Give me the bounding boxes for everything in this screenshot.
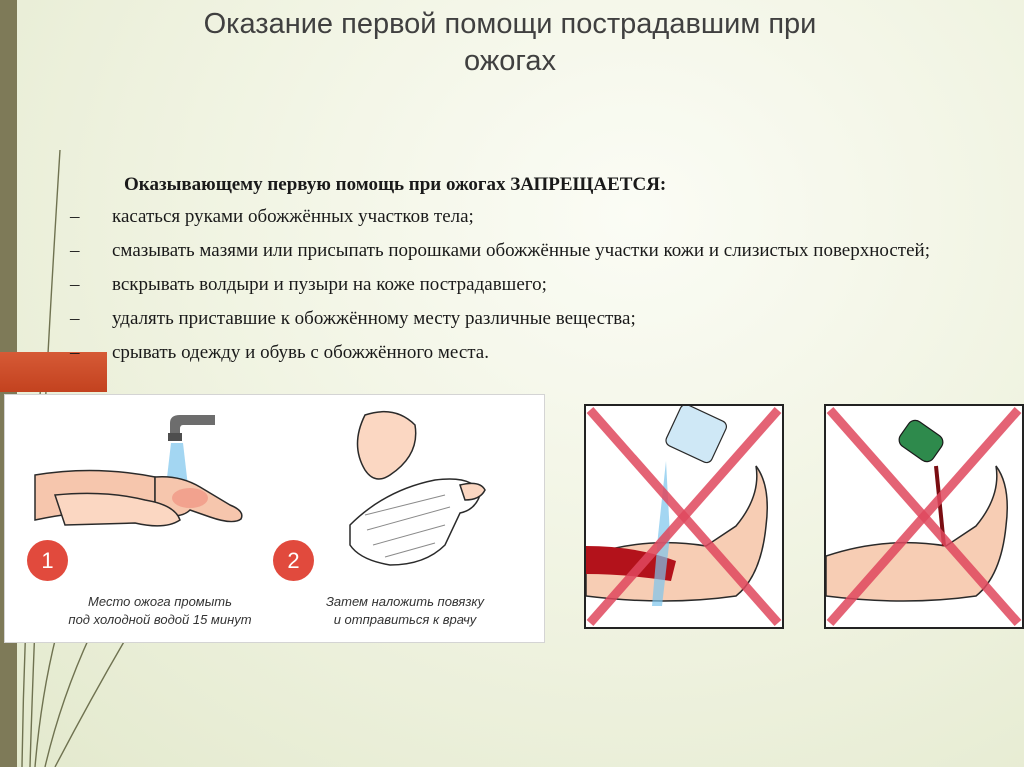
list-item xyxy=(70,237,1005,265)
list-item-text: удалять приставшие к обожжённому месту различные вещества; xyxy=(112,308,636,329)
list-item-text: вскрывать волдыри и пузыри на коже пострадавшего; xyxy=(112,274,547,295)
no-water-bottle-icon xyxy=(586,406,782,627)
list-item-text: касаться руками обожжённых участков тела; xyxy=(112,206,474,227)
list-bullet: – xyxy=(70,308,80,329)
step-1-badge: 1 xyxy=(27,540,68,581)
slide-title xyxy=(120,6,900,80)
step-1-caption-line-2: под холодной водой 15 минут xyxy=(68,612,252,627)
list-bullet: – xyxy=(70,240,80,261)
first-aid-steps-panel xyxy=(4,394,545,643)
step-2-caption-line-1: Затем наложить повязку xyxy=(325,594,485,609)
list-bullet: – xyxy=(70,206,80,227)
step-1-caption-line-1: Место ожога промыть xyxy=(88,594,232,609)
step-1-caption xyxy=(45,593,275,629)
prohibitions-heading: Оказывающему первую помощь при ожогах ЗАПРЕЩАЕТСЯ: xyxy=(124,174,667,195)
step-2-caption xyxy=(290,593,520,629)
list-item-text: срывать одежду и обувь с обожжённого места. xyxy=(112,342,489,363)
list-item-text: смазывать мазями или присыпать порошками обожжённые участки кожи и слизистых поверхностей; xyxy=(112,240,930,261)
list-bullet: – xyxy=(70,274,80,295)
list-item xyxy=(70,271,1005,299)
list-bullet: – xyxy=(70,342,80,363)
no-ointment-icon xyxy=(826,406,1022,627)
step-2-caption-line-2: и отправиться к врачу xyxy=(333,612,477,627)
prohibited-water-panel xyxy=(584,404,784,629)
list-item xyxy=(70,203,1005,231)
bandage-hand-illustration xyxy=(295,395,535,585)
step-2-badge: 2 xyxy=(273,540,314,581)
list-item xyxy=(70,339,1005,367)
prohibitions-list xyxy=(70,203,1005,373)
title-line-2: ожогах xyxy=(464,45,556,77)
prohibited-ointment-panel xyxy=(824,404,1024,629)
list-item xyxy=(70,305,1005,333)
title-line-1: Оказание первой помощи пострадавшим при xyxy=(203,8,817,40)
